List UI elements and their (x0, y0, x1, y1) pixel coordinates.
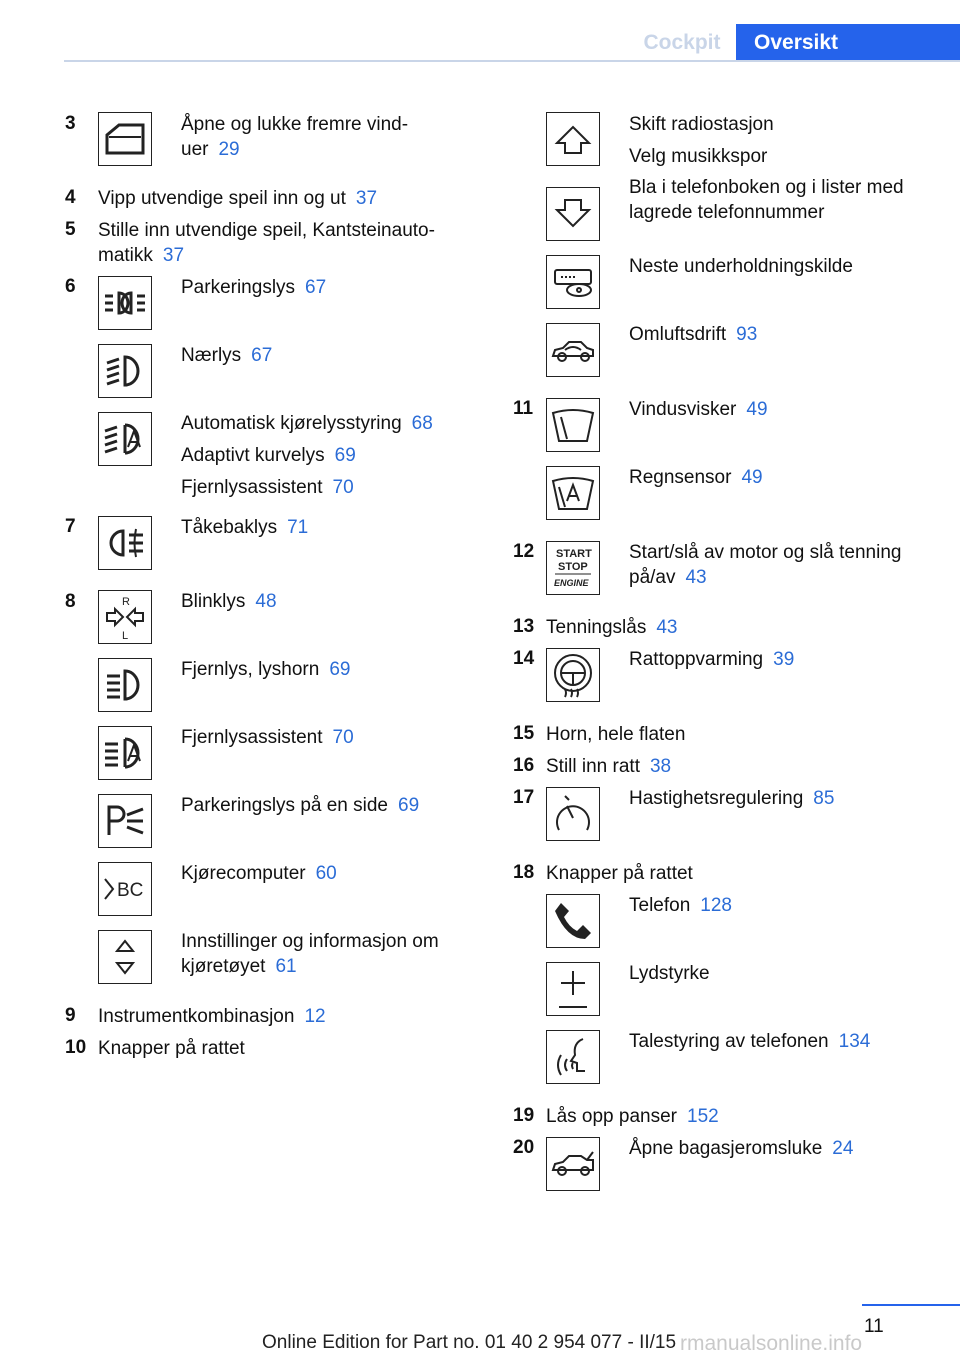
item-text: Kjørecomputer 60 (181, 863, 337, 884)
page-ref-link[interactable]: 39 (773, 649, 795, 670)
page-ref-link[interactable]: 60 (315, 863, 337, 884)
item-number: 12 (513, 541, 535, 562)
item-text: Vindusvisker 49 (629, 399, 768, 420)
page-ref-link[interactable]: 69 (398, 795, 420, 816)
up-down-arrows-icon (98, 930, 152, 984)
page-ref-link[interactable]: 68 (411, 413, 433, 434)
item-text: Telefon 128 (629, 895, 732, 916)
item-text: Regnsensor 49 (629, 467, 763, 488)
side-parking-light-icon (98, 794, 152, 848)
svg-text:L: L (122, 630, 129, 642)
window-icon (98, 112, 152, 166)
high-beam-icon (98, 658, 152, 712)
item-text: Vipp utvendige speil inn og ut 37 (98, 188, 378, 209)
item-number: 8 (65, 591, 76, 612)
page-number: 11 (864, 1316, 884, 1337)
footer-rule (862, 1304, 960, 1306)
volume-icon (546, 962, 600, 1016)
item-number: 19 (513, 1105, 535, 1126)
page-ref-link[interactable]: 128 (700, 895, 732, 916)
high-beam-assistant-icon (98, 726, 152, 780)
edition-text: Online Edition for Part no. 01 40 2 954 077 - II/15 (262, 1332, 677, 1353)
page-ref-link[interactable]: 37 (162, 245, 185, 266)
item-number: 4 (65, 187, 76, 208)
item-text: Knapper på rattet (98, 1038, 245, 1059)
item-text: Blinklys 48 (181, 591, 277, 612)
item-number: 17 (513, 787, 535, 808)
page-ref-link[interactable]: 29 (218, 139, 240, 160)
svg-text:STOP: STOP (558, 561, 588, 573)
item-text: Innstillinger og informasjon om kjøretøyet 61 (181, 931, 439, 977)
voice-control-icon (546, 1030, 600, 1084)
item-text: Start/slå av motor og slå tenning på/av 43 (629, 542, 902, 588)
steering-wheel-heating-icon (546, 648, 600, 702)
item-number: 11 (513, 398, 534, 419)
phone-icon (546, 894, 600, 948)
item-text: Lås opp panser 152 (546, 1106, 719, 1127)
page-header (0, 0, 960, 62)
turn-signal-icon (98, 590, 152, 644)
page-ref-link[interactable]: 61 (275, 956, 297, 977)
item-number: 14 (513, 648, 535, 669)
tab-oversikt[interactable]: Oversikt (736, 24, 960, 62)
item-text: Hastighetsregulering 85 (629, 788, 835, 809)
page-ref-link[interactable]: 24 (832, 1138, 854, 1159)
page-ref-link[interactable]: 67 (251, 345, 273, 366)
page-ref-link[interactable]: 71 (287, 517, 309, 538)
trunk-icon (546, 1137, 600, 1191)
svg-text:BC: BC (117, 880, 144, 901)
item-number: 6 (65, 276, 76, 297)
item-text: Åpne bagasjeromsluke 24 (629, 1138, 854, 1159)
item-number: 16 (513, 755, 535, 776)
item-text: Rattoppvarming 39 (629, 649, 795, 670)
item-text: Fjernlysassistent 70 (181, 727, 354, 748)
rear-fog-light-icon (98, 516, 152, 570)
item-text: Talestyring av telefonen 134 (629, 1031, 871, 1052)
page-ref-link[interactable]: 43 (685, 567, 707, 588)
page-ref-link[interactable]: 70 (332, 727, 354, 748)
header-rule (64, 60, 960, 62)
item-text: Knapper på rattet (546, 863, 693, 884)
item-text: Parkeringslys 67 (181, 277, 327, 298)
item-text: Skift radiostasjon Velg musikkspor (629, 114, 774, 167)
page-ref-link[interactable]: 69 (334, 445, 356, 466)
item-text: Tåkebaklys 71 (181, 517, 309, 538)
recirculation-icon (546, 323, 600, 377)
page-ref-link[interactable]: 43 (656, 617, 678, 638)
item-number: 7 (65, 516, 76, 537)
page-ref-link[interactable]: 134 (838, 1031, 871, 1052)
tab-cockpit[interactable]: Cockpit (643, 31, 721, 54)
page-ref-link[interactable]: 85 (813, 788, 835, 809)
item-text: Omluftsdrift 93 (629, 324, 758, 345)
page-ref-link[interactable]: 37 (355, 188, 378, 209)
item-number: 15 (513, 723, 535, 744)
arrow-down-icon (546, 187, 600, 241)
page-ref-link[interactable]: 70 (332, 477, 354, 498)
item-number: 13 (513, 616, 535, 637)
item-text: Parkeringslys på en side 69 (181, 795, 420, 816)
item-number: 9 (65, 1005, 76, 1026)
item-text: Instrumentkombinasjon 12 (98, 1006, 326, 1027)
item-text: Fjernlys, lyshorn 69 (181, 659, 351, 680)
svg-text:R: R (122, 596, 130, 608)
rain-sensor-icon (546, 466, 600, 520)
page-ref-link[interactable]: 49 (746, 399, 768, 420)
page-ref-link[interactable]: 69 (329, 659, 351, 680)
auto-headlight-icon (98, 412, 152, 466)
item-text: Automatisk kjørelysstyring 68 Adaptivt kurvelys 69 Fjernlysassistent 70 (181, 413, 433, 498)
item-number: 10 (65, 1037, 87, 1058)
item-text: Still inn ratt 38 (546, 756, 672, 777)
page-ref-link[interactable]: 152 (687, 1106, 719, 1127)
item-text: Neste underholdningskilde (629, 256, 853, 277)
start-stop-icon (546, 541, 600, 595)
page-ref-link[interactable]: 67 (305, 277, 327, 298)
item-number: 3 (65, 113, 76, 134)
item-text: Åpne og lukke fremre vind- uer 29 (181, 114, 409, 160)
page-ref-link[interactable]: 12 (304, 1006, 326, 1027)
item-text: Bla i telefonboken og i lister med lagrede telefonnummer (629, 177, 904, 223)
watermark: rmanualsonline.info (680, 1332, 863, 1355)
item-number: 5 (65, 219, 76, 240)
item-text: Stille inn utvendige speil, Kantsteinauto- matikk 37 (98, 220, 435, 266)
item-text: Tenningslås 43 (546, 617, 678, 638)
svg-text:START: START (556, 548, 592, 560)
item-text: Horn, hele flaten (546, 724, 686, 745)
page-ref-link[interactable]: 48 (255, 591, 277, 612)
item-number: 18 (513, 862, 535, 883)
board-computer-icon (98, 862, 152, 916)
item-text: Nærlys 67 (181, 345, 273, 366)
page-ref-link[interactable]: 49 (741, 467, 763, 488)
arrow-up-icon (546, 112, 600, 166)
page-ref-link[interactable]: 93 (736, 324, 758, 345)
low-beam-icon (98, 344, 152, 398)
page-ref-link[interactable]: 38 (649, 756, 672, 777)
item-number: 20 (513, 1137, 535, 1158)
parking-lights-icon (98, 276, 152, 330)
media-source-icon (546, 255, 600, 309)
svg-text:ENGINE: ENGINE (554, 578, 589, 588)
wiper-icon (546, 398, 600, 452)
item-text: Lydstyrke (629, 963, 710, 984)
speedometer-icon (546, 787, 600, 841)
